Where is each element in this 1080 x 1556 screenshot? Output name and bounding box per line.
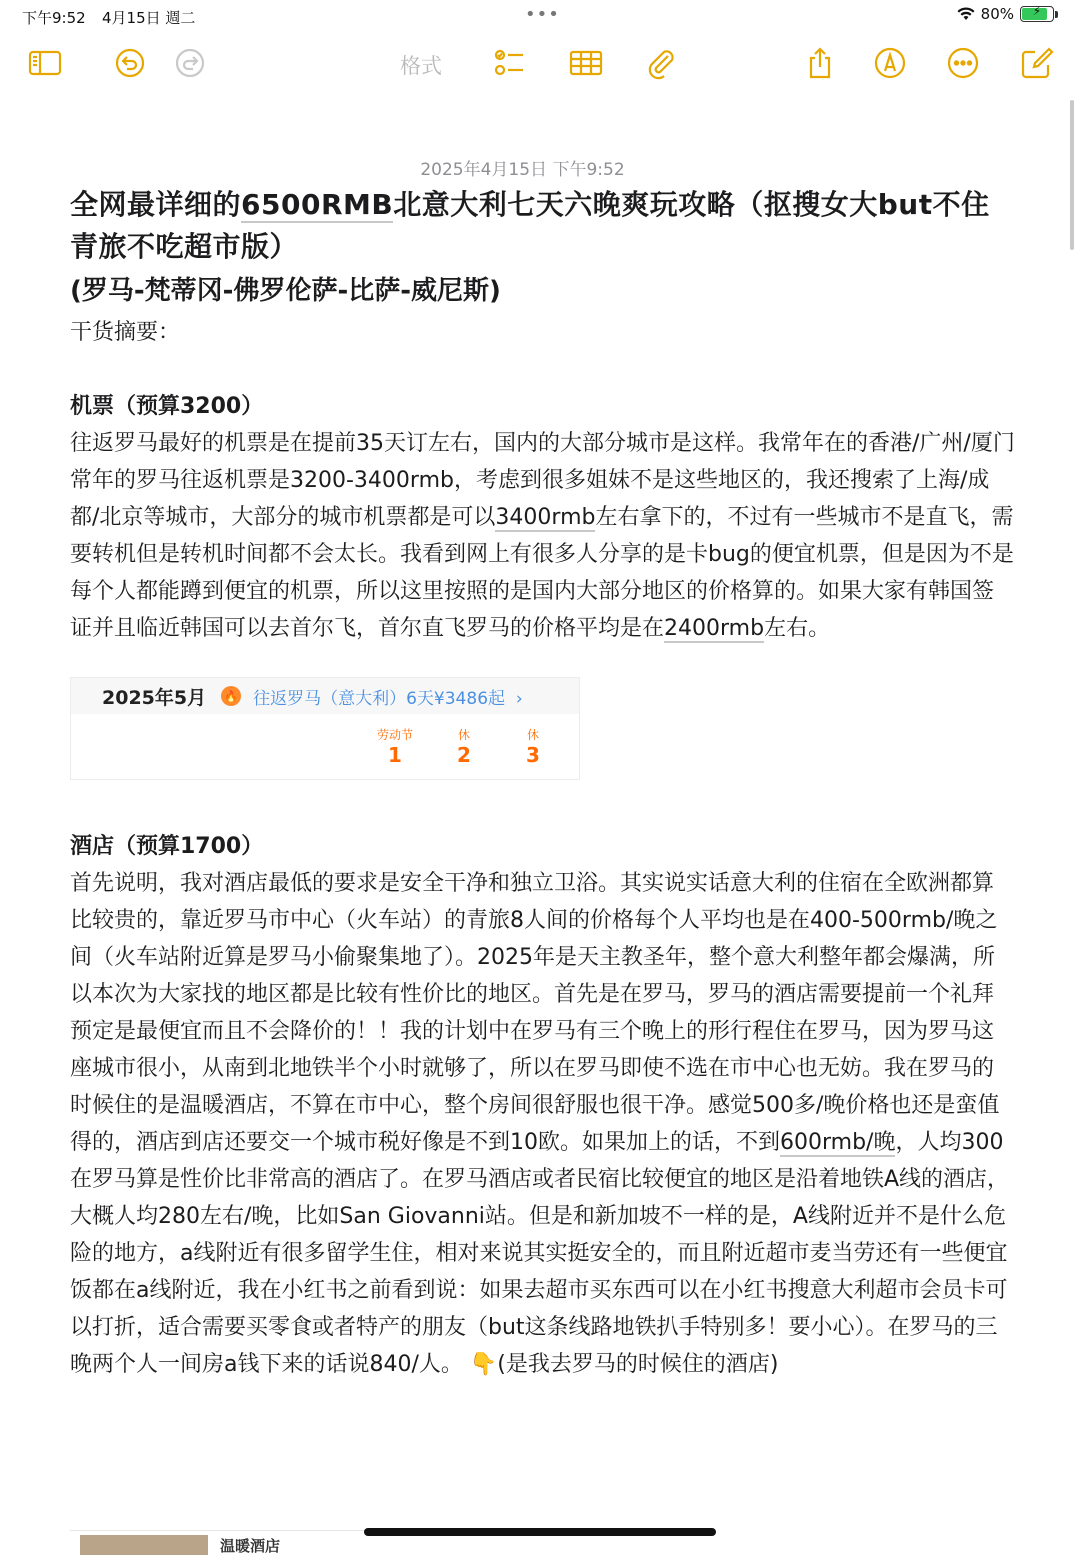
hotel-paragraph: 首先说明，我对酒店最低的要求是安全干净和独立卫浴。其实说实话意大利的住宿在全欧洲都算比较贵的，靠近罗马市中心（火车站）的青旅8人间的价格每个人平均也是在400-500rmb/晚之间（火车站附近算是罗马小偷聚集地了）。2025年是天主教圣年，整个意大利整年都会爆满，所以本次为大家找的地区都是比较有性价比的地区。首先是在罗马，罗马的酒店需要提前一个礼拜预定是最便宜而且不会降价的！！我的计划中在罗马有三个晚上的形行程住在罗马，因为罗马这座城市很小，从南到北地铁半个小时就够了，所以在罗马即使不选在市中心也无妨。我在罗马的时候住的是温暖酒店，不算在市中心，整个房间很舒服也很干净。感觉500多/晚价格也还是蛮值得的，酒店到店还要交一个城市税好像是不到10欧。如果加上的话，不到600rmb/晚，人均300在罗马算是性价比非常高的酒店了。在罗马酒店或者民宿比较便宜的地区是沿着地铁A线的酒店，大概人均280左右/晚，比如San Giovanni站。但是和新加坡不一样的是，A线附近并不是什么危险的地方，a线附近有很多留学生住，相对来说其实挺安全的，而且附近超市麦当劳还有一些便宜饭都在a线附近，我在小红书之前看到说：如果去超市买东西可以在小红书搜意大利超市会员卡可以打折，适合需要买零食或者特产的朋友（but这条线路地铁扒手特别多！要小心）。在罗马的三晚两个人一间房a钱下来的话说840/人。 👇(是我去罗马的时候住的酒店) xyxy=(70,871,1010,1377)
note-body[interactable] xyxy=(70,156,1015,1383)
battery-percent: 80% xyxy=(980,5,1014,23)
calendar-day[interactable]: 劳动节 1 xyxy=(376,728,413,767)
fire-icon: 🔥 xyxy=(221,686,241,706)
more-button[interactable] xyxy=(940,40,986,86)
table-button[interactable] xyxy=(563,40,609,86)
sidebar-icon xyxy=(28,46,62,80)
compose-button[interactable] xyxy=(1014,40,1060,86)
card-route-link[interactable]: 往返罗马（意大利）6天¥3486起 › xyxy=(253,688,523,709)
flight-price-card[interactable] xyxy=(70,677,580,780)
status-time: 下午9:52 xyxy=(22,9,86,27)
note-subtitle: (罗马-梵蒂冈-佛罗伦萨-比萨-威尼斯) xyxy=(70,276,501,306)
checklist-button[interactable] xyxy=(486,40,532,86)
attachment-button[interactable] xyxy=(638,40,684,86)
hotel-heading: 酒店（预算1700） xyxy=(70,834,264,859)
title-post: 北意大利七天六晚爽玩攻略（抠搜女大but不住青旅不吃超市版） xyxy=(70,188,990,263)
hotel-card-name: 温暖酒店 xyxy=(220,1537,281,1555)
more-icon xyxy=(946,46,980,80)
share-icon xyxy=(803,46,837,80)
redo-icon xyxy=(173,46,207,80)
home-indicator[interactable] xyxy=(364,1528,716,1536)
title-pre: 全网最详细的 xyxy=(70,188,242,221)
pointing-down-icon: 👇 xyxy=(469,1352,498,1377)
redo-button[interactable] xyxy=(167,40,213,86)
notes-toolbar xyxy=(0,40,1080,90)
scroll-indicator[interactable] xyxy=(1070,100,1074,250)
wifi-icon xyxy=(957,7,975,21)
compose-icon xyxy=(1020,46,1054,80)
undo-icon xyxy=(113,46,147,80)
markup-pen-icon xyxy=(873,46,907,80)
note-timestamp: 2025年4月15日 下午9:52 xyxy=(420,160,625,180)
hotel-thumbnail xyxy=(80,1535,208,1555)
multitasking-dots-icon[interactable]: ••• xyxy=(525,4,560,25)
summary-label: 干货摘要： xyxy=(70,320,181,345)
markup-button[interactable] xyxy=(867,40,913,86)
checklist-icon xyxy=(492,46,526,80)
battery-charging-icon: ⚡ xyxy=(1020,6,1054,22)
format-button[interactable]: 格式 xyxy=(400,54,442,78)
calendar-day[interactable]: 休 3 xyxy=(526,728,540,767)
status-date: 4月15日 週二 xyxy=(102,9,196,27)
note-title xyxy=(70,184,1015,268)
card-month: 2025年5月 xyxy=(102,686,207,709)
calendar-day[interactable]: 休 2 xyxy=(457,728,471,767)
title-highlight: 6500RMB xyxy=(241,188,394,221)
flight-heading: 机票（预算3200） xyxy=(70,394,264,419)
table-icon xyxy=(569,46,603,80)
flight-paragraph: 往返罗马最好的机票是在提前35天订左右，国内的大部分城市是这样。我常年在的香港/广州/厦门常年的罗马往返机票是3200-3400rmb，考虑到很多姐妹不是这些地区的，我还搜索了上海/成都/北京等城市，大部分的城市机票都是可以3400rmb左右拿下的，不过有一些城市不是直飞，需要转机但是转机时间都不会太长。我看到网上有很多人分享的是卡bug的便宜机票，但是因为不是每个人都能蹲到便宜的机票，所以这里按照的是国内大部分地区的价格算的。如果大家有韩国签证并且临近韩国可以去首尔飞，首尔直飞罗马的价格平均是在2400rmb左右。 xyxy=(70,431,1015,641)
sidebar-toggle-button[interactable] xyxy=(22,40,68,86)
undo-button[interactable] xyxy=(107,40,153,86)
chevron-right-icon: › xyxy=(515,688,523,709)
status-bar xyxy=(0,0,1080,32)
status-right xyxy=(957,5,1058,23)
paperclip-icon xyxy=(644,46,678,80)
share-button[interactable] xyxy=(797,40,843,86)
